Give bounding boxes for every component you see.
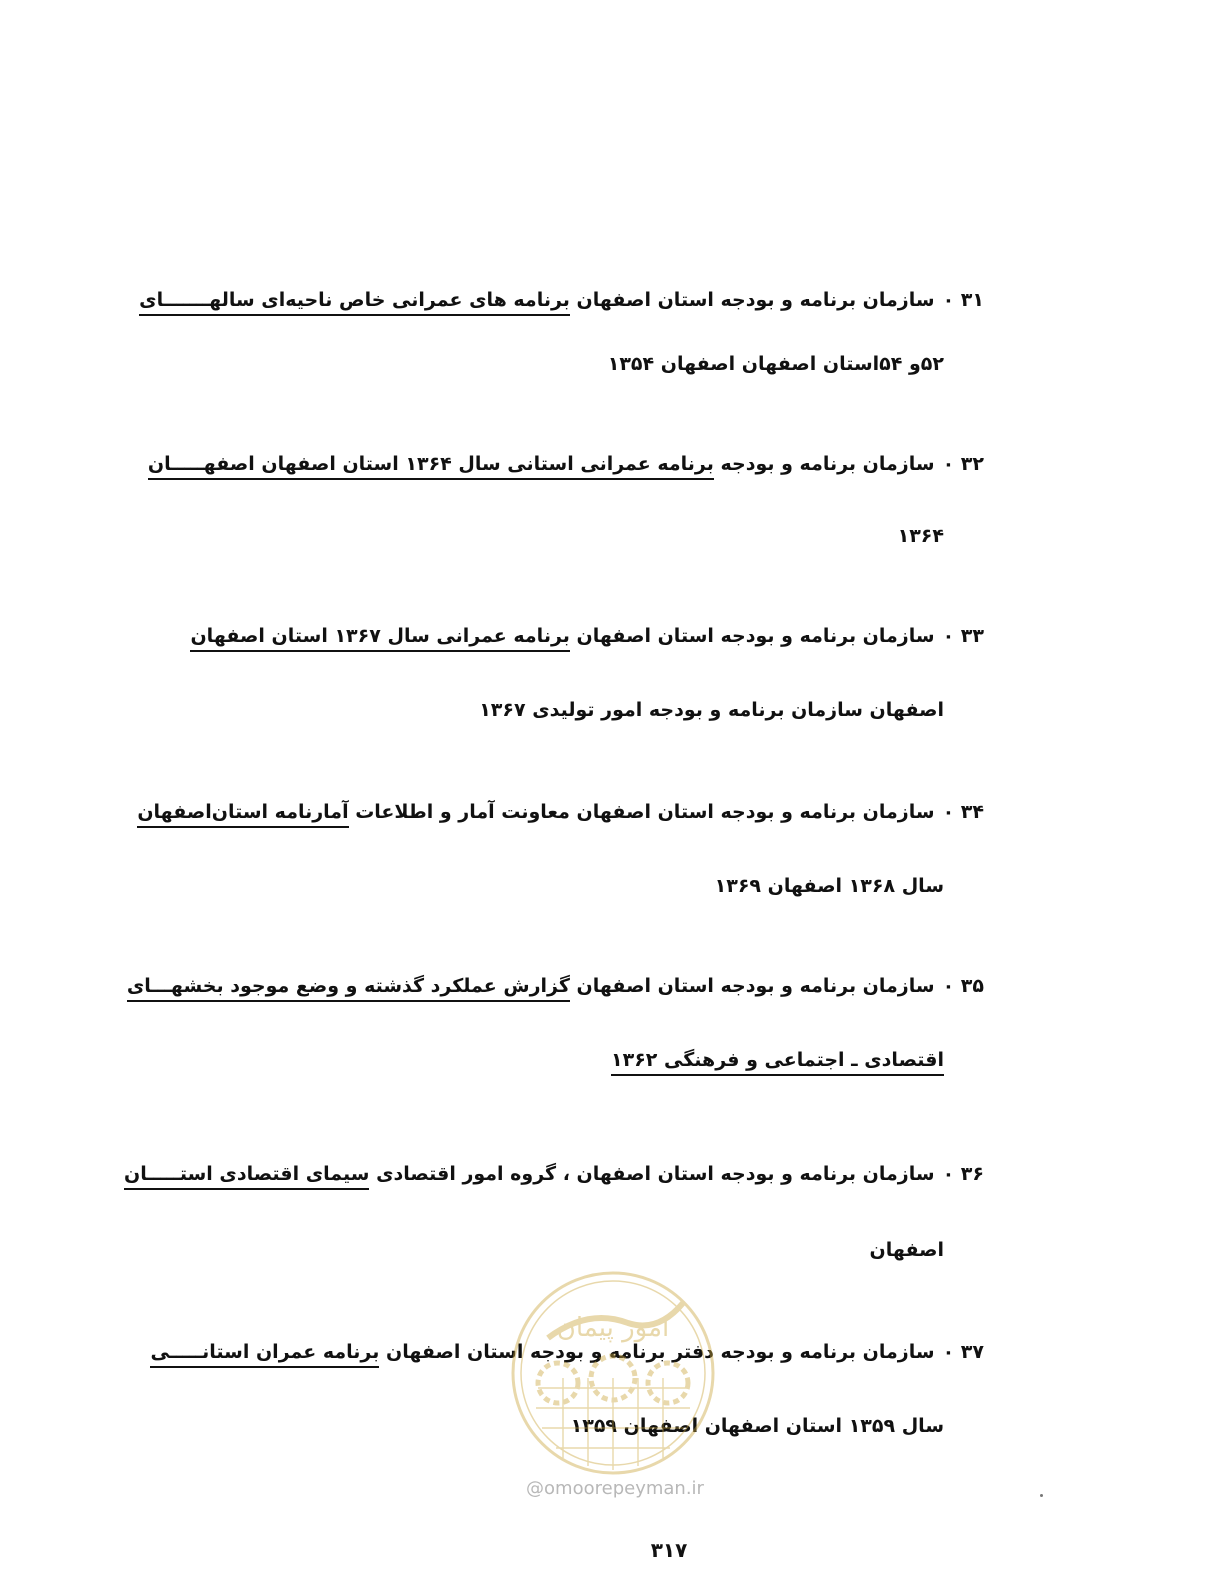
entry-source: سازمان برنامه و بودجه استان اصفهان — [569, 625, 935, 647]
entry-source: سازمان برنامه و بودجه — [713, 453, 935, 475]
entry-source: سازمان برنامه و بودجه استان اصفهان معاونت آمار و اطلاعات — [348, 801, 935, 823]
entry-details: ۵۲و ۵۴استان اصفهان اصفهان ۱۳۵۴ — [607, 353, 944, 375]
entry-33-line-1 — [190, 622, 984, 650]
entry-title: برنامه عمرانی سال ۱۳۶۷ استان اصفهان — [190, 625, 569, 652]
entry-number: ۳۲ ۰ — [942, 453, 984, 475]
entry-title: گزارش عملکرد گذشته و وضع موجود بخشهـــای — [127, 975, 570, 1002]
entry-details: ۱۳۶۴ — [897, 525, 944, 547]
entry-source: سازمان برنامه و بودجه استان اصفهان — [569, 975, 935, 997]
speck — [1040, 1494, 1043, 1497]
entry-source: سازمان برنامه و بودجه دفتر برنامه و بودجه استان اصفهان — [379, 1341, 935, 1363]
entry-32-line-1 — [148, 450, 984, 478]
entry-35-line-1 — [127, 972, 984, 1000]
entry-36-line-1 — [124, 1160, 984, 1188]
entry-number: ۳۱ ۰ — [942, 289, 984, 311]
entry-33-line-2 — [479, 696, 944, 724]
entry-title-continued: اقتصادی ـ اجتماعی و فرهنگی ۱۳۶۲ — [611, 1049, 944, 1076]
entry-title: برنامه های عمرانی خاص ناحیه‌ای سالهـــــــای — [139, 289, 570, 316]
entry-title: برنامه عمرانی استانی سال ۱۳۶۴ استان اصفهان اصفهـــــان — [148, 453, 714, 480]
watermark-logo-text: امور پیمان — [556, 1313, 670, 1343]
entry-details: سال ۱۳۶۸ اصفهان ۱۳۶۹ — [714, 875, 944, 897]
entry-number: ۳۴ ۰ — [942, 801, 984, 823]
entry-title: برنامه عمران استانـــــی — [150, 1341, 379, 1368]
entry-36-line-2 — [870, 1236, 944, 1264]
entry-number: ۳۳ ۰ — [942, 625, 984, 647]
entry-31-line-1 — [139, 286, 984, 314]
entry-source: سازمان برنامه و بودجه استان اصفهان — [569, 289, 935, 311]
entry-34-line-1 — [137, 798, 984, 826]
entry-title: آمارنامه استان‌اصفهان — [137, 801, 348, 828]
page-number: ۳۱۷ — [650, 1538, 688, 1562]
entry-title: سیمای اقتصادی استـــــان — [124, 1163, 369, 1190]
watermark-site: @omoorepeyman.ir — [526, 1478, 704, 1499]
entry-number: ۳۷ ۰ — [942, 1341, 984, 1363]
entry-details: اصفهان سازمان برنامه و بودجه امور تولیدی ۱۳۶۷ — [479, 699, 944, 721]
entry-details: سال ۱۳۵۹ استان اصفهان اصفهان ۱۳۵۹ — [570, 1415, 944, 1437]
entry-34-line-2 — [715, 872, 944, 900]
watermark-logo — [508, 1268, 718, 1478]
entry-32-line-2 — [898, 522, 944, 550]
entry-details: اصفهان — [869, 1239, 944, 1261]
entry-31-line-2 — [608, 350, 944, 378]
entry-35-line-2 — [611, 1046, 944, 1074]
entry-number: ۳۶ ۰ — [942, 1163, 984, 1185]
entry-source: سازمان برنامه و بودجه استان اصفهان ، گروه امور اقتصادی — [369, 1163, 935, 1185]
entry-number: ۳۵ ۰ — [942, 975, 984, 997]
